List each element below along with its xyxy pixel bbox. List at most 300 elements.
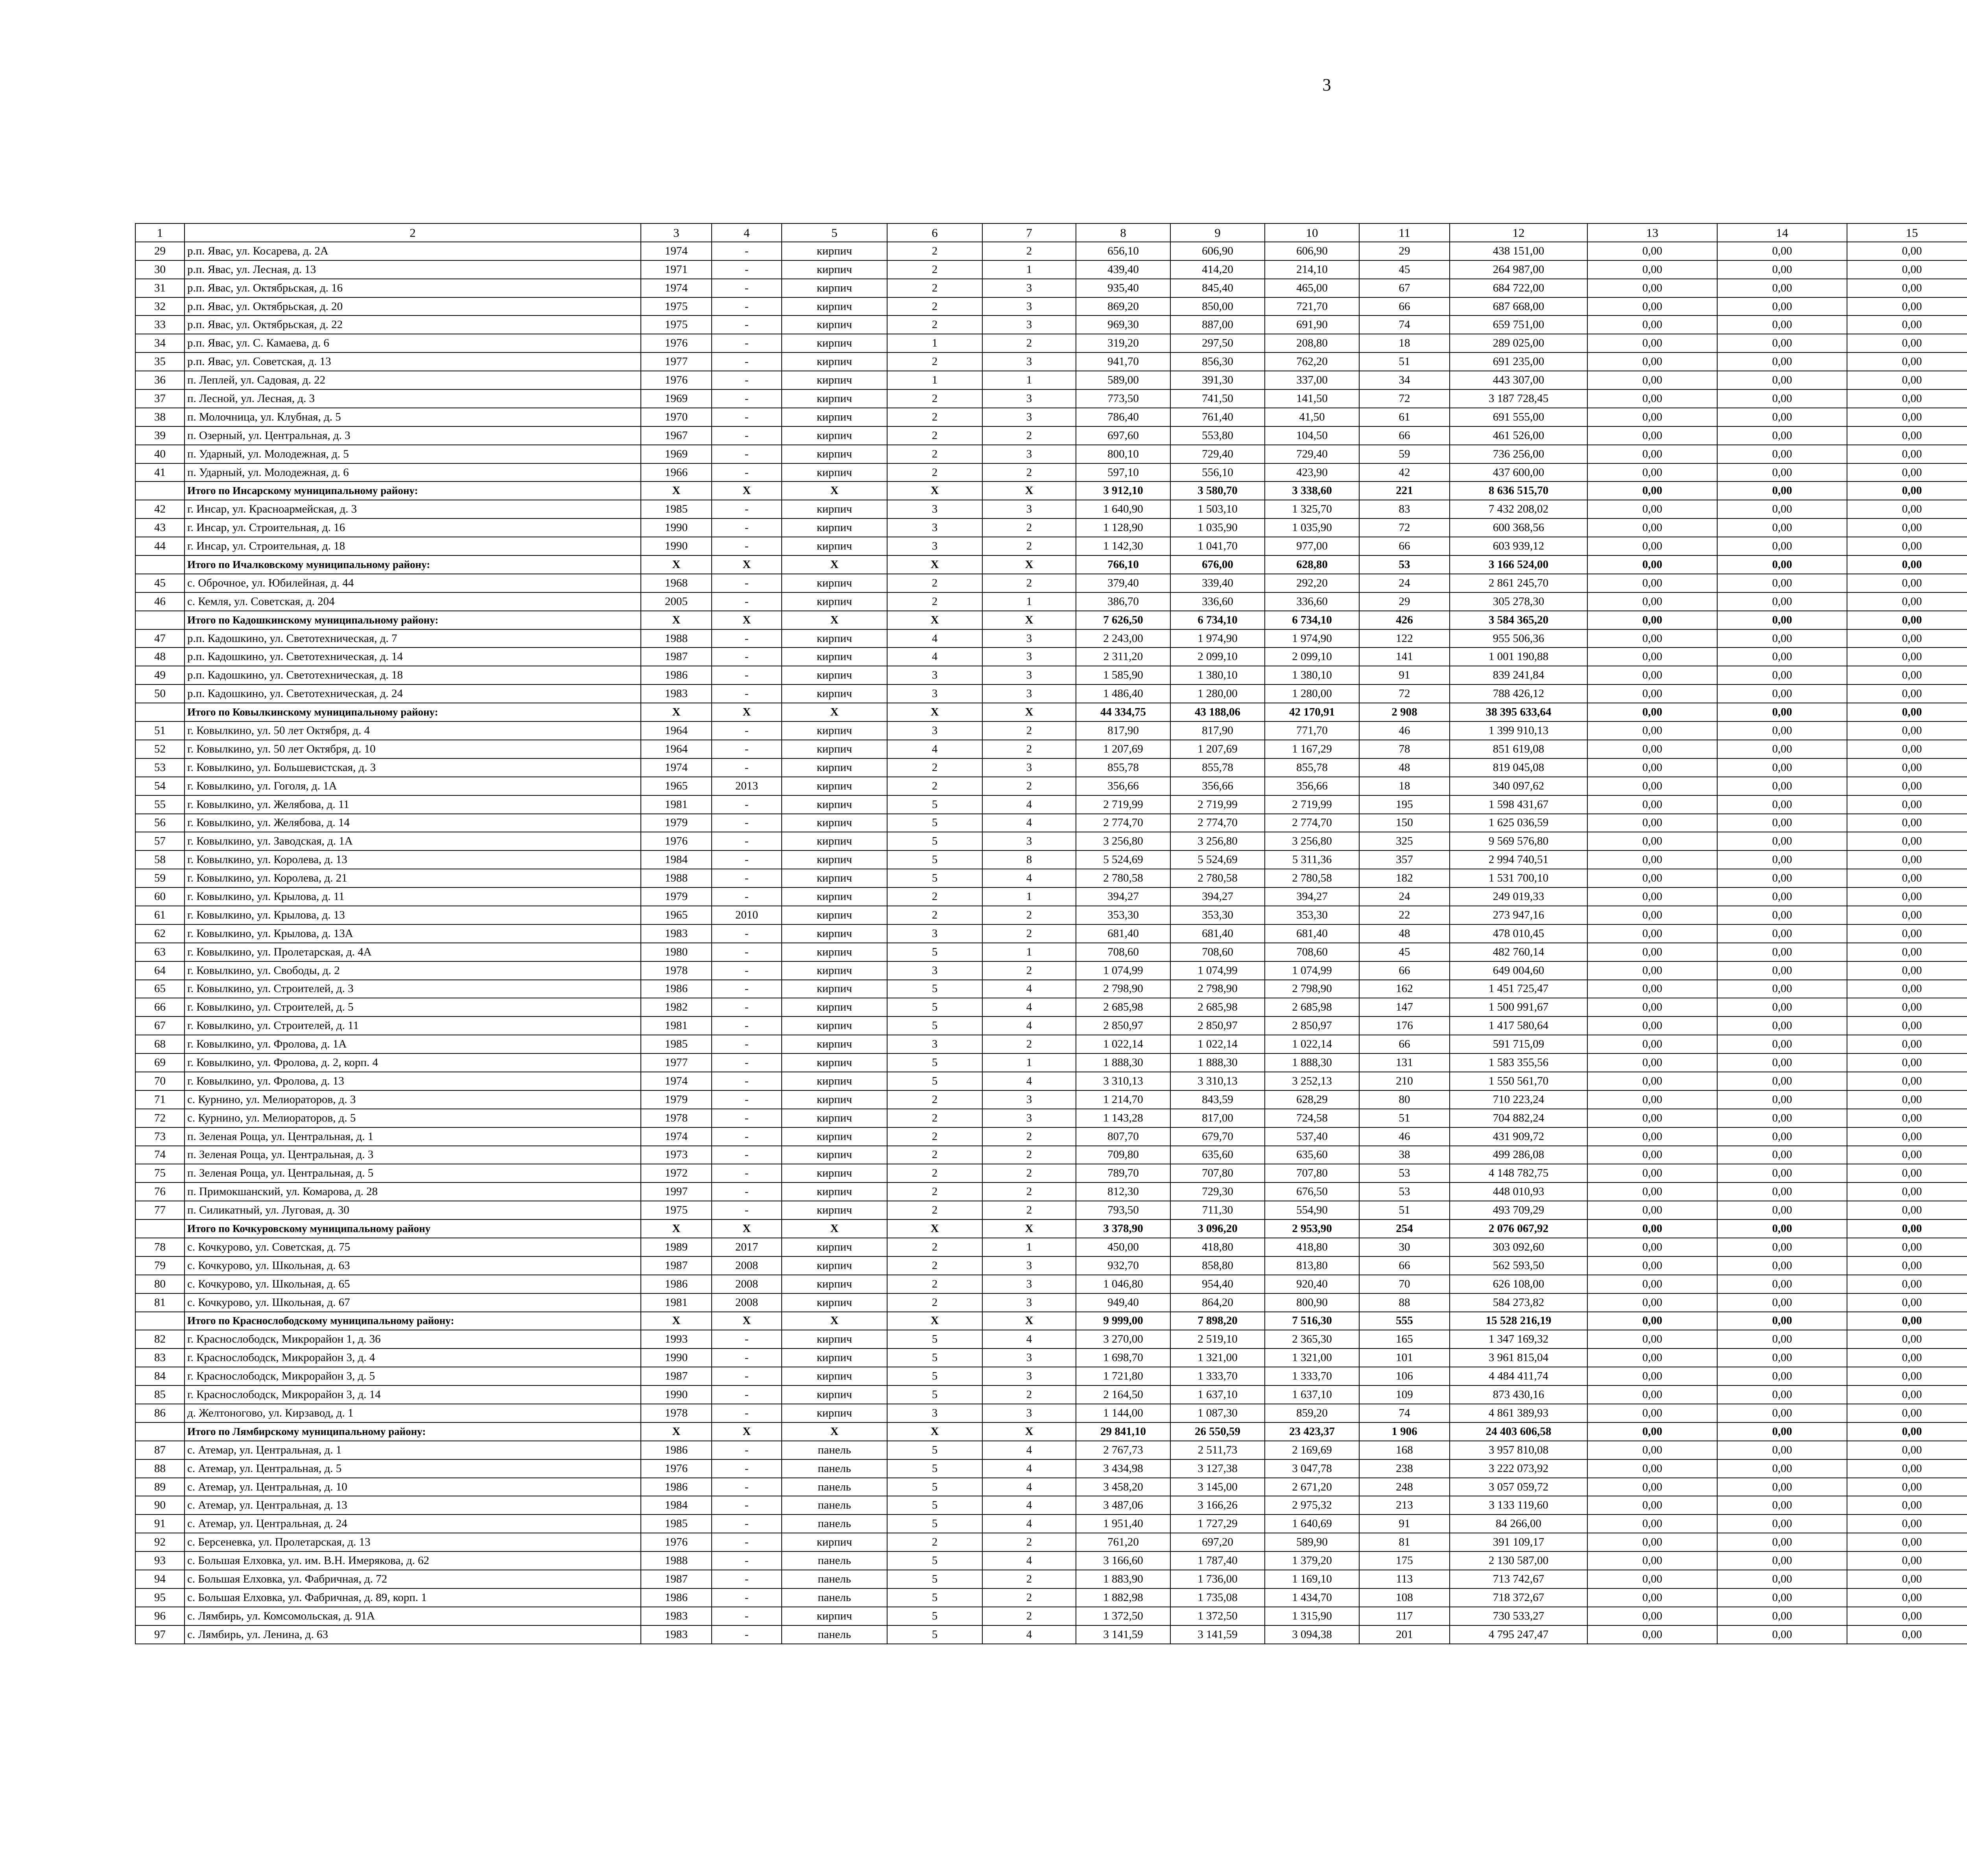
table-cell: 3 — [982, 629, 1076, 648]
table-cell: 3 — [982, 297, 1076, 316]
row-number-cell: 63 — [135, 943, 185, 961]
table-cell: - — [712, 1109, 782, 1127]
row-number-cell: 29 — [135, 242, 185, 260]
table-cell: 0,00 — [1847, 1109, 1967, 1127]
table-cell: кирпич — [782, 592, 887, 611]
address-cell: п. Примокшанский, ул. Комарова, д. 28 — [185, 1182, 641, 1201]
table-cell: X — [887, 481, 982, 500]
table-cell: кирпич — [782, 371, 887, 389]
table-cell: 0,00 — [1847, 1496, 1967, 1514]
table-cell: 5 — [887, 980, 982, 998]
table-cell: 29 — [1359, 592, 1450, 611]
table-cell: 3 912,10 — [1076, 481, 1170, 500]
table-cell: 1 — [982, 887, 1076, 906]
table-cell: 1985 — [641, 1035, 712, 1053]
table-cell: 2010 — [712, 906, 782, 924]
table-cell: 0,00 — [1587, 703, 1717, 721]
table-cell: 606,90 — [1265, 242, 1359, 260]
table-row — [135, 1348, 1967, 1367]
row-number-cell: 83 — [135, 1348, 185, 1367]
table-cell: 0,00 — [1587, 906, 1717, 924]
table-cell: 0,00 — [1717, 1422, 1847, 1441]
address-cell: г. Ковылкино, ул. Строителей, д. 3 — [185, 980, 641, 998]
table-cell: 3 434,98 — [1076, 1459, 1170, 1478]
table-cell: 66 — [1359, 1256, 1450, 1275]
table-cell: 955 506,36 — [1450, 629, 1587, 648]
table-cell: 1 — [887, 371, 982, 389]
table-cell: 0,00 — [1587, 887, 1717, 906]
table-cell: X — [641, 1312, 712, 1330]
table-cell: 0,00 — [1847, 1459, 1967, 1478]
table-cell: 38 395 633,64 — [1450, 703, 1587, 721]
table-cell: 1 214,70 — [1076, 1090, 1170, 1109]
table-cell: кирпич — [782, 1256, 887, 1275]
table-cell: 3 187 728,45 — [1450, 389, 1587, 408]
table-cell: 3 096,20 — [1170, 1219, 1265, 1238]
table-row — [135, 1127, 1967, 1146]
address-cell: г. Ковылкино, ул. Желябова, д. 11 — [185, 795, 641, 814]
table-cell: - — [712, 869, 782, 887]
table-cell: X — [712, 1422, 782, 1441]
row-number-cell: 54 — [135, 777, 185, 795]
address-cell: с. Лямбирь, ул. Комсомольская, д. 91А — [185, 1607, 641, 1625]
table-cell: 0,00 — [1717, 352, 1847, 371]
table-cell: кирпич — [782, 1053, 887, 1072]
address-cell: г. Ковылкино, ул. Фролова, д. 1А — [185, 1035, 641, 1053]
table-cell: 106 — [1359, 1367, 1450, 1385]
table-cell: 29 — [1359, 242, 1450, 260]
table-cell: 0,00 — [1587, 611, 1717, 629]
table-cell: 2 — [982, 1533, 1076, 1551]
table-row — [135, 389, 1967, 408]
row-number-cell: 37 — [135, 389, 185, 408]
table-cell: 23 423,37 — [1265, 1422, 1359, 1441]
table-row — [135, 242, 1967, 260]
table-cell: X — [782, 555, 887, 574]
table-cell: 2 511,73 — [1170, 1441, 1265, 1459]
table-cell: 83 — [1359, 500, 1450, 518]
table-cell: 0,00 — [1587, 1478, 1717, 1496]
table-cell: 0,00 — [1587, 980, 1717, 998]
table-cell: 1 — [887, 334, 982, 352]
row-number-cell: 38 — [135, 408, 185, 426]
table-cell: X — [782, 1422, 887, 1441]
table-cell: 2 774,70 — [1076, 814, 1170, 832]
table-cell: 697,20 — [1170, 1533, 1265, 1551]
table-cell: 4 — [887, 740, 982, 758]
table-cell: 1 417 580,64 — [1450, 1016, 1587, 1035]
table-cell: 4 — [982, 814, 1076, 832]
table-cell: 920,40 — [1265, 1275, 1359, 1293]
table-row — [135, 850, 1967, 869]
table-cell: 0,00 — [1847, 574, 1967, 592]
table-cell: 0,00 — [1717, 721, 1847, 740]
table-row — [135, 1385, 1967, 1404]
table-cell: 0,00 — [1847, 1053, 1967, 1072]
table-cell: X — [712, 481, 782, 500]
table-cell: 0,00 — [1717, 1514, 1847, 1533]
table-cell: 1972 — [641, 1164, 712, 1182]
table-cell: 628,29 — [1265, 1090, 1359, 1109]
table-cell: 3 127,38 — [1170, 1459, 1265, 1478]
table-cell: кирпич — [782, 352, 887, 371]
table-cell: 379,40 — [1076, 574, 1170, 592]
table-cell: 3 — [982, 445, 1076, 463]
table-cell: 0,00 — [1717, 1385, 1847, 1404]
row-number-cell: 45 — [135, 574, 185, 592]
table-cell: - — [712, 1588, 782, 1607]
table-cell: кирпич — [782, 1109, 887, 1127]
table-cell: 0,00 — [1717, 1478, 1847, 1496]
address-cell: п. Силикатный, ул. Луговая, д. 30 — [185, 1201, 641, 1219]
table-cell: 248 — [1359, 1478, 1450, 1496]
table-cell: 0,00 — [1847, 1422, 1967, 1441]
row-number-cell: 51 — [135, 721, 185, 740]
table-cell: X — [887, 555, 982, 574]
table-cell: 1974 — [641, 758, 712, 777]
table-cell: 201 — [1359, 1625, 1450, 1644]
table-cell: 45 — [1359, 260, 1450, 279]
table-cell: 254 — [1359, 1219, 1450, 1238]
table-cell: 1 434,70 — [1265, 1588, 1359, 1607]
table-cell: 0,00 — [1717, 371, 1847, 389]
table-cell: 101 — [1359, 1348, 1450, 1367]
table-cell: 4 — [982, 1441, 1076, 1459]
table-row — [135, 629, 1967, 648]
table-cell: 0,00 — [1847, 1312, 1967, 1330]
table-cell: кирпич — [782, 758, 887, 777]
table-cell: 969,30 — [1076, 315, 1170, 334]
table-cell: 1 — [982, 943, 1076, 961]
table-cell: 18 — [1359, 777, 1450, 795]
table-cell: 1988 — [641, 1551, 712, 1570]
table-cell: 0,00 — [1847, 961, 1967, 980]
row-number-cell: 62 — [135, 924, 185, 943]
table-cell: 0,00 — [1717, 998, 1847, 1016]
table-cell: панель — [782, 1478, 887, 1496]
address-cell: Итого по Кочкуровскому муниципальному району — [185, 1219, 641, 1238]
table-cell: 0,00 — [1847, 721, 1967, 740]
table-cell: 0,00 — [1587, 426, 1717, 445]
table-cell: 0,00 — [1717, 1348, 1847, 1367]
table-cell: кирпич — [782, 721, 887, 740]
table-cell: 0,00 — [1717, 1219, 1847, 1238]
table-cell: - — [712, 721, 782, 740]
table-cell: 4 — [982, 1330, 1076, 1348]
table-cell: 72 — [1359, 684, 1450, 703]
table-cell: 1 735,08 — [1170, 1588, 1265, 1607]
table-cell: 2 685,98 — [1170, 998, 1265, 1016]
address-cell: р.п. Кадошкино, ул. Светотехническая, д. 24 — [185, 684, 641, 703]
table-cell: 0,00 — [1847, 1404, 1967, 1422]
table-cell: 1981 — [641, 1016, 712, 1035]
table-cell: X — [982, 1422, 1076, 1441]
table-cell: кирпич — [782, 666, 887, 684]
table-cell: 626 108,00 — [1450, 1275, 1587, 1293]
address-cell: г. Ковылкино, ул. Гоголя, д. 1А — [185, 777, 641, 795]
table-cell: - — [712, 1053, 782, 1072]
address-cell: г. Ковылкино, ул. 50 лет Октября, д. 4 — [185, 721, 641, 740]
address-cell: г. Ковылкино, ул. Желябова, д. 14 — [185, 814, 641, 832]
table-cell: 597,10 — [1076, 463, 1170, 482]
table-cell: кирпич — [782, 445, 887, 463]
table-cell: 208,80 — [1265, 334, 1359, 352]
address-cell: с. Оброчное, ул. Юбилейная, д. 44 — [185, 574, 641, 592]
table-cell: 0,00 — [1847, 1016, 1967, 1035]
table-cell: 0,00 — [1587, 334, 1717, 352]
table-cell: 336,60 — [1170, 592, 1265, 611]
table-row — [135, 1090, 1967, 1109]
table-cell: 2 — [887, 426, 982, 445]
table-cell: X — [982, 611, 1076, 629]
table-cell: 1 035,90 — [1170, 518, 1265, 537]
table-cell: 91 — [1359, 1514, 1450, 1533]
table-cell: 2 — [887, 1090, 982, 1109]
table-cell: 2 685,98 — [1076, 998, 1170, 1016]
table-cell: 439,40 — [1076, 260, 1170, 279]
table-cell: 1 637,10 — [1265, 1385, 1359, 1404]
table-cell: 353,30 — [1076, 906, 1170, 924]
address-cell: д. Желтоногово, ул. Кирзавод, д. 1 — [185, 1404, 641, 1422]
table-row — [135, 998, 1967, 1016]
table-cell: - — [712, 352, 782, 371]
column-number: 15 — [1847, 223, 1967, 242]
address-cell: п. Озерный, ул. Центральная, д. 3 — [185, 426, 641, 445]
table-cell: - — [712, 592, 782, 611]
table-cell: 729,40 — [1170, 445, 1265, 463]
table-cell: панель — [782, 1625, 887, 1644]
table-cell: 0,00 — [1717, 408, 1847, 426]
table-cell: 88 — [1359, 1293, 1450, 1312]
address-cell: п. Зеленая Роща, ул. Центральная, д. 3 — [185, 1146, 641, 1164]
table-row — [135, 758, 1967, 777]
address-cell: р.п. Кадошкино, ул. Светотехническая, д. 14 — [185, 647, 641, 666]
table-cell: 0,00 — [1587, 1312, 1717, 1330]
table-cell: кирпич — [782, 1016, 887, 1035]
table-cell: 1986 — [641, 1275, 712, 1293]
table-cell: 2 780,58 — [1170, 869, 1265, 887]
table-cell: 72 — [1359, 518, 1450, 537]
row-number-cell — [135, 555, 185, 574]
table-cell: 5 — [887, 1367, 982, 1385]
table-cell: 0,00 — [1717, 1441, 1847, 1459]
table-cell: - — [712, 1478, 782, 1496]
address-cell: г. Ковылкино, ул. Свободы, д. 2 — [185, 961, 641, 980]
address-cell: Итого по Ковылкинскому муниципальному району: — [185, 703, 641, 721]
table-body — [135, 223, 1967, 1644]
table-cell: 0,00 — [1847, 555, 1967, 574]
table-cell: 0,00 — [1717, 814, 1847, 832]
table-cell: 418,80 — [1170, 1238, 1265, 1256]
table-cell: 1 143,28 — [1076, 1109, 1170, 1127]
table-cell: 1969 — [641, 389, 712, 408]
table-cell: 81 — [1359, 1533, 1450, 1551]
table-cell: 0,00 — [1587, 869, 1717, 887]
row-number-cell: 81 — [135, 1293, 185, 1312]
table-cell: 1 727,29 — [1170, 1514, 1265, 1533]
table-cell: 1 022,14 — [1170, 1035, 1265, 1053]
column-number: 12 — [1450, 223, 1587, 242]
table-cell: 1 321,00 — [1265, 1348, 1359, 1367]
table-cell: 0,00 — [1847, 1219, 1967, 1238]
table-cell: 3 270,00 — [1076, 1330, 1170, 1348]
table-cell: 1982 — [641, 998, 712, 1016]
address-cell: р.п. Явас, ул. Октябрьская, д. 22 — [185, 315, 641, 334]
table-cell: 1979 — [641, 887, 712, 906]
table-cell: X — [641, 703, 712, 721]
table-cell: 5 — [887, 1588, 982, 1607]
table-cell: 2 — [982, 740, 1076, 758]
table-cell: 1981 — [641, 795, 712, 814]
table-cell: кирпич — [782, 1035, 887, 1053]
table-cell: кирпич — [782, 906, 887, 924]
table-cell: 2 774,70 — [1265, 814, 1359, 832]
table-cell: 1 280,00 — [1170, 684, 1265, 703]
table-cell: 1968 — [641, 574, 712, 592]
table-row — [135, 426, 1967, 445]
table-cell: 1 379,20 — [1265, 1551, 1359, 1570]
table-cell: - — [712, 961, 782, 980]
table-row — [135, 315, 1967, 334]
table-cell: 394,27 — [1265, 887, 1359, 906]
address-cell: с. Курнино, ул. Мелиораторов, д. 3 — [185, 1090, 641, 1109]
table-cell: 4 861 389,93 — [1450, 1404, 1587, 1422]
table-cell: 1 333,70 — [1170, 1367, 1265, 1385]
table-cell: 2 — [887, 389, 982, 408]
table-cell: 3 458,20 — [1076, 1478, 1170, 1496]
table-cell: 0,00 — [1847, 814, 1967, 832]
table-cell: 108 — [1359, 1588, 1450, 1607]
table-cell: 0,00 — [1847, 1256, 1967, 1275]
column-number-row — [135, 223, 1967, 242]
table-cell: 0,00 — [1847, 352, 1967, 371]
table-cell: 0,00 — [1587, 315, 1717, 334]
table-cell: кирпич — [782, 832, 887, 850]
column-number: 5 — [782, 223, 887, 242]
table-cell: 2 767,73 — [1076, 1441, 1170, 1459]
table-cell: 0,00 — [1717, 980, 1847, 998]
table-cell: 5 — [887, 998, 982, 1016]
table-cell: 1 074,99 — [1076, 961, 1170, 980]
row-number-cell: 53 — [135, 758, 185, 777]
table-cell: кирпич — [782, 500, 887, 518]
table-cell: - — [712, 1127, 782, 1146]
table-cell: 29 841,10 — [1076, 1422, 1170, 1441]
row-number-cell: 30 — [135, 260, 185, 279]
table-cell: 0,00 — [1847, 1201, 1967, 1219]
table-cell: 0,00 — [1847, 592, 1967, 611]
table-cell: 1987 — [641, 1367, 712, 1385]
address-cell: г. Инсар, ул. Красноармейская, д. 3 — [185, 500, 641, 518]
table-cell: 0,00 — [1587, 592, 1717, 611]
table-cell: 1 888,30 — [1170, 1053, 1265, 1072]
table-cell: кирпич — [782, 1330, 887, 1348]
table-cell: 3 252,13 — [1265, 1072, 1359, 1090]
table-cell: 448 010,93 — [1450, 1182, 1587, 1201]
table-cell: 0,00 — [1847, 629, 1967, 648]
table-cell: 0,00 — [1717, 924, 1847, 943]
table-cell: 2 311,20 — [1076, 647, 1170, 666]
table-cell: 353,30 — [1170, 906, 1265, 924]
table-cell: 38 — [1359, 1146, 1450, 1164]
table-cell: 0,00 — [1587, 777, 1717, 795]
table-cell: 4 — [887, 647, 982, 666]
table-cell: X — [782, 611, 887, 629]
table-cell: кирпич — [782, 463, 887, 482]
table-cell: 3 338,60 — [1265, 481, 1359, 500]
table-cell: 6 734,10 — [1170, 611, 1265, 629]
table-cell: кирпич — [782, 887, 887, 906]
table-cell: 438 151,00 — [1450, 242, 1587, 260]
table-cell: 0,00 — [1587, 924, 1717, 943]
table-cell: 0,00 — [1587, 1625, 1717, 1644]
row-number-cell: 78 — [135, 1238, 185, 1256]
table-cell: 0,00 — [1717, 795, 1847, 814]
table-cell: 1974 — [641, 242, 712, 260]
table-cell: 1977 — [641, 352, 712, 371]
table-row — [135, 795, 1967, 814]
table-cell: 556,10 — [1170, 463, 1265, 482]
table-cell: X — [982, 481, 1076, 500]
address-cell: с. Берсеневка, ул. Пролетарская, д. 13 — [185, 1533, 641, 1551]
table-cell: 684 722,00 — [1450, 279, 1587, 297]
table-cell: 2 — [982, 518, 1076, 537]
table-cell: 0,00 — [1717, 611, 1847, 629]
table-row — [135, 1478, 1967, 1496]
row-number-cell: 42 — [135, 500, 185, 518]
table-cell: 2 — [887, 1127, 982, 1146]
table-cell: X — [982, 1312, 1076, 1330]
table-cell: 0,00 — [1717, 943, 1847, 961]
table-cell: - — [712, 371, 782, 389]
table-cell: - — [712, 629, 782, 648]
table-cell: 1986 — [641, 1441, 712, 1459]
table-cell: 3 — [982, 1348, 1076, 1367]
table-cell: 1 074,99 — [1265, 961, 1359, 980]
table-cell: 2 — [887, 242, 982, 260]
table-cell: 788 426,12 — [1450, 684, 1587, 703]
table-cell: 0,00 — [1847, 1072, 1967, 1090]
row-number-cell: 87 — [135, 1441, 185, 1459]
table-cell: 1990 — [641, 1348, 712, 1367]
table-cell: 2 — [887, 1182, 982, 1201]
table-cell: 1979 — [641, 814, 712, 832]
table-cell: 704 882,24 — [1450, 1109, 1587, 1127]
table-cell: 676,50 — [1265, 1182, 1359, 1201]
table-cell: 3 — [982, 684, 1076, 703]
table-cell: 1986 — [641, 1478, 712, 1496]
table-cell: 5 — [887, 1348, 982, 1367]
row-number-cell: 84 — [135, 1367, 185, 1385]
table-cell: 131 — [1359, 1053, 1450, 1072]
table-cell: 3 — [982, 1367, 1076, 1385]
table-cell: 150 — [1359, 814, 1450, 832]
table-cell: 437 600,00 — [1450, 463, 1587, 482]
table-cell: 4 — [887, 629, 982, 648]
table-cell: 0,00 — [1717, 1496, 1847, 1514]
table-cell: 2 798,90 — [1265, 980, 1359, 998]
table-cell: 659 751,00 — [1450, 315, 1587, 334]
table-cell: 855,78 — [1076, 758, 1170, 777]
address-cell: р.п. Явас, ул. Косарева, д. 2А — [185, 242, 641, 260]
table-cell: 3 141,59 — [1170, 1625, 1265, 1644]
table-cell: X — [782, 703, 887, 721]
column-number: 4 — [712, 223, 782, 242]
table-cell: 0,00 — [1847, 943, 1967, 961]
table-cell: 0,00 — [1717, 629, 1847, 648]
table-cell: 681,40 — [1170, 924, 1265, 943]
table-cell: 873 430,16 — [1450, 1385, 1587, 1404]
